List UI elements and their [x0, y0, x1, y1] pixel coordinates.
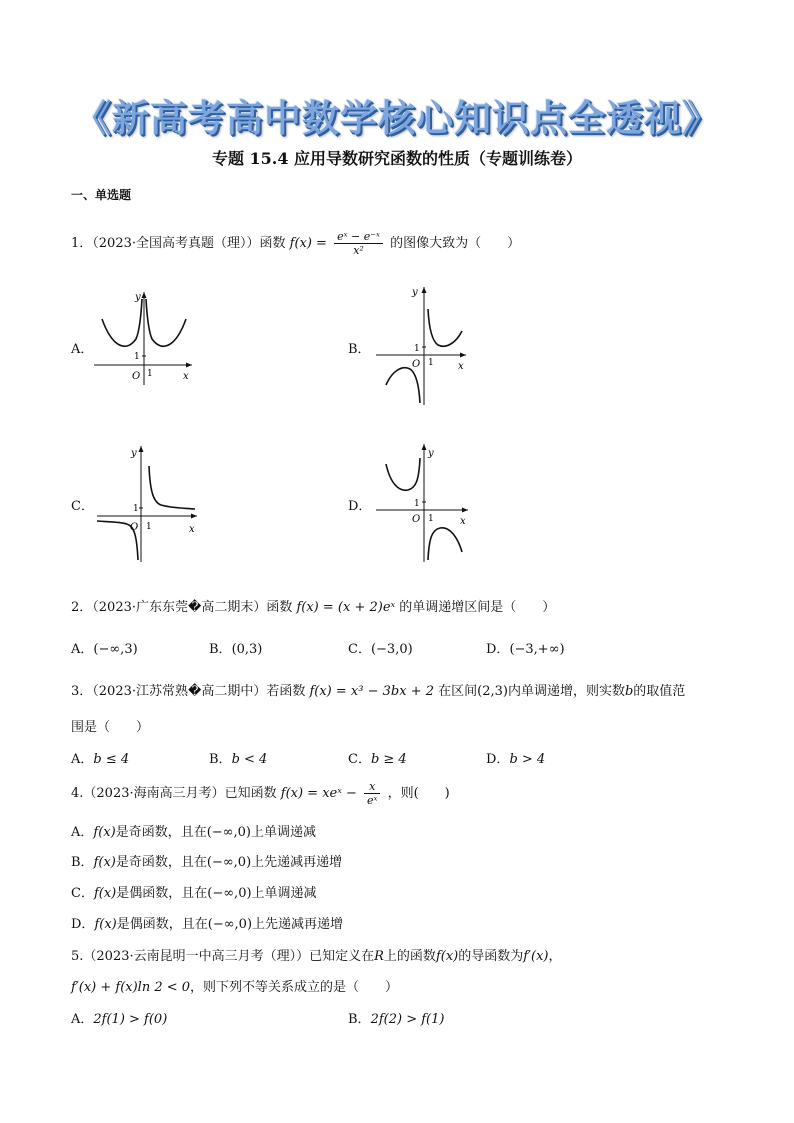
option-fx: f(x)	[93, 886, 117, 901]
question-3-interval: (2,3)	[477, 684, 508, 699]
question-5-suffix: ，则下列不等关系成立的是（ ）	[190, 980, 399, 995]
question-5-stem	[71, 945, 562, 964]
option-text2: 上单调递减	[250, 825, 316, 840]
question-3-stem-line2: 围是（ ）	[71, 720, 150, 735]
q1-option-a-letter: A．	[71, 342, 94, 357]
curve-left-branch	[386, 368, 420, 403]
origin-label: O	[412, 514, 421, 525]
q1-option-d-graph	[372, 440, 482, 564]
question-4-fraction	[364, 780, 380, 807]
option-interval: (−∞,0)	[207, 917, 253, 932]
question-2-suffix: 的单调递增区间是（ ）	[399, 600, 556, 615]
question-4-stem	[71, 780, 450, 807]
option-text2: 上先递减再递增	[251, 855, 343, 870]
question-5-fx: f(x)	[435, 949, 459, 964]
y-axis-label: y	[131, 448, 137, 459]
x-axis-label: x	[183, 371, 189, 382]
question-1-stem	[71, 230, 520, 257]
option-fx: f(x)	[94, 917, 117, 932]
question-2-stem	[71, 596, 555, 615]
question-3-var: b	[624, 684, 634, 699]
option-interval: (−∞,0)	[206, 855, 252, 870]
option-letter: D．	[486, 752, 510, 767]
option-letter: A．	[71, 752, 94, 767]
question-1-prefix: 1．（2023·全国高考真题（理））函数	[71, 236, 286, 251]
question-4-prefix: 4.（2023·海南高三月考）已知函数	[71, 786, 277, 801]
option-letter: B．	[209, 752, 232, 767]
q2-option-a	[71, 638, 138, 657]
origin-label: O	[412, 359, 421, 370]
x-one-label: 1	[428, 514, 434, 524]
question-3-mid2: 内单调递增，则实数	[507, 684, 625, 699]
q1-option-d-letter: D．	[348, 499, 372, 514]
option-letter: C．	[348, 752, 371, 767]
q1-option-b-letter: B．	[348, 342, 371, 357]
option-text1: 是奇函数，且在	[115, 855, 207, 870]
option-text1: 是偶函数，且在	[116, 886, 208, 901]
question-2-function: f(x) = (x + 2)eˣ	[296, 600, 396, 615]
option-text1: 是偶函数，且在	[116, 917, 208, 932]
curve-left-branch	[386, 458, 420, 490]
curve-right-branch	[428, 528, 462, 560]
q5-option-a	[71, 1008, 167, 1027]
section-title: 一、单选题	[71, 188, 132, 202]
question-5-mid: 上的函数	[383, 949, 436, 964]
curve-right-branch	[146, 299, 186, 346]
x-axis-label: x	[458, 361, 464, 372]
question-5-stem-line2	[71, 976, 398, 995]
y-axis-arrow	[142, 292, 147, 298]
q4-option-d	[71, 913, 343, 932]
question-3-function: f(x) = x³ − 3bx + 2	[309, 684, 434, 699]
question-5-fpx: f′(x)	[523, 949, 549, 964]
option-text: b ≥ 4	[370, 752, 407, 767]
q3-option-d	[486, 748, 545, 767]
option-text: b < 4	[231, 752, 268, 767]
option-fx: f(x)	[93, 855, 116, 870]
question-5-mid2: 的导函数为	[458, 949, 524, 964]
question-1-denominator: x²	[353, 244, 364, 257]
curve-left-branch	[102, 299, 142, 346]
q1-option-a-graph	[90, 287, 200, 387]
y-axis-label: y	[135, 292, 141, 303]
option-text: (−3,0)	[370, 642, 413, 657]
question-1-numerator: eˣ − e⁻ˣ	[334, 230, 383, 244]
y-axis-label: y	[428, 448, 434, 459]
option-letter: B．	[209, 642, 232, 657]
question-4-function: f(x) = xeˣ −	[280, 786, 357, 801]
option-letter: C．	[71, 886, 94, 901]
option-letter: A．	[71, 642, 94, 657]
question-1-fraction	[334, 230, 383, 257]
option-letter: A．	[71, 1012, 94, 1027]
y-axis-label: y	[412, 287, 418, 298]
option-interval: (−∞,0)	[206, 825, 251, 840]
curve-right-branch	[149, 466, 195, 509]
q3-option-a	[71, 748, 129, 767]
y-one-label: 1	[134, 352, 140, 362]
q4-option-c	[71, 882, 317, 901]
origin-label: O	[130, 522, 139, 533]
option-letter: A．	[71, 825, 94, 840]
option-letter: D．	[486, 642, 510, 657]
question-5-end: ，	[548, 949, 562, 964]
x-axis-arrow	[460, 353, 466, 358]
q2-option-c	[348, 638, 413, 657]
x-one-label: 1	[147, 369, 153, 379]
x-axis-arrow	[186, 363, 192, 368]
option-letter: B．	[348, 1012, 371, 1027]
option-text: (−∞,3)	[93, 642, 138, 657]
q4-option-a	[71, 821, 316, 840]
question-1-suffix: 的图像大致为（ ）	[390, 236, 521, 251]
option-letter: D．	[71, 917, 95, 932]
y-axis-arrow	[139, 446, 144, 452]
y-one-label: 1	[414, 499, 420, 509]
question-3-suffix: 的取值范	[633, 684, 686, 699]
question-2-prefix: 2．（2023·广东东莞�高二期末）函数	[71, 600, 293, 615]
y-axis-arrow	[422, 444, 427, 450]
question-5-condition: f′(x) + f(x)ln 2 < 0	[71, 980, 191, 995]
document-subtitle: 专题 15.4 应用导数研究函数的性质（专题训练卷）	[211, 149, 583, 168]
q1-option-c-letter: C．	[71, 499, 94, 514]
x-axis-arrow	[462, 508, 468, 513]
option-text: (−3,+∞)	[509, 642, 565, 657]
option-letter: C．	[348, 642, 371, 657]
option-interval: (−∞,0)	[207, 886, 252, 901]
question-4-denominator: eˣ	[367, 794, 378, 807]
question-3-stem	[71, 680, 685, 699]
y-one-label: 1	[414, 344, 420, 354]
question-4-numerator: x	[364, 780, 380, 794]
document-banner: 《新高考高中数学核心知识点全透视》	[74, 97, 720, 140]
option-letter: B．	[71, 855, 94, 870]
option-text: (0,3)	[231, 642, 263, 657]
question-4-suffix: ，则( )	[387, 786, 450, 801]
option-text1: 是奇函数，且在	[115, 825, 207, 840]
curve-right-branch	[428, 309, 462, 346]
y-one-label: 1	[133, 504, 139, 514]
option-fx: f(x)	[93, 825, 116, 840]
q2-option-b	[209, 638, 262, 657]
option-text: b > 4	[509, 752, 546, 767]
question-1-function: f(x) =	[289, 236, 327, 251]
q3-option-c	[348, 748, 407, 767]
option-text2: 上单调递减	[251, 886, 317, 901]
q1-option-c-graph	[93, 440, 205, 564]
question-3-prefix: 3．（2023·江苏常熟�高二期中）若函数	[71, 684, 306, 699]
x-one-label: 1	[428, 358, 434, 368]
y-axis-arrow	[422, 287, 427, 293]
option-text: 2f(2) > f(1)	[370, 1012, 445, 1027]
q5-option-b	[348, 1008, 444, 1027]
x-axis-label: x	[189, 524, 195, 535]
q3-option-b	[209, 748, 267, 767]
option-text2: 上先递减再递增	[252, 917, 344, 932]
question-5-prefix: 5.（2023·云南昆明一中高三月考（理））已知定义在	[71, 949, 375, 964]
option-text: b ≤ 4	[93, 752, 130, 767]
option-text: 2f(1) > f(0)	[93, 1012, 168, 1027]
question-3-mid: 在区间	[438, 684, 478, 699]
x-axis-label: x	[460, 516, 466, 527]
question-5-domain: R	[374, 949, 384, 964]
x-one-label: 1	[146, 522, 152, 532]
origin-label: O	[132, 371, 141, 382]
q4-option-b	[71, 851, 342, 870]
q2-option-d	[486, 638, 565, 657]
x-axis-arrow	[191, 514, 197, 519]
q1-option-b-graph	[372, 283, 472, 407]
